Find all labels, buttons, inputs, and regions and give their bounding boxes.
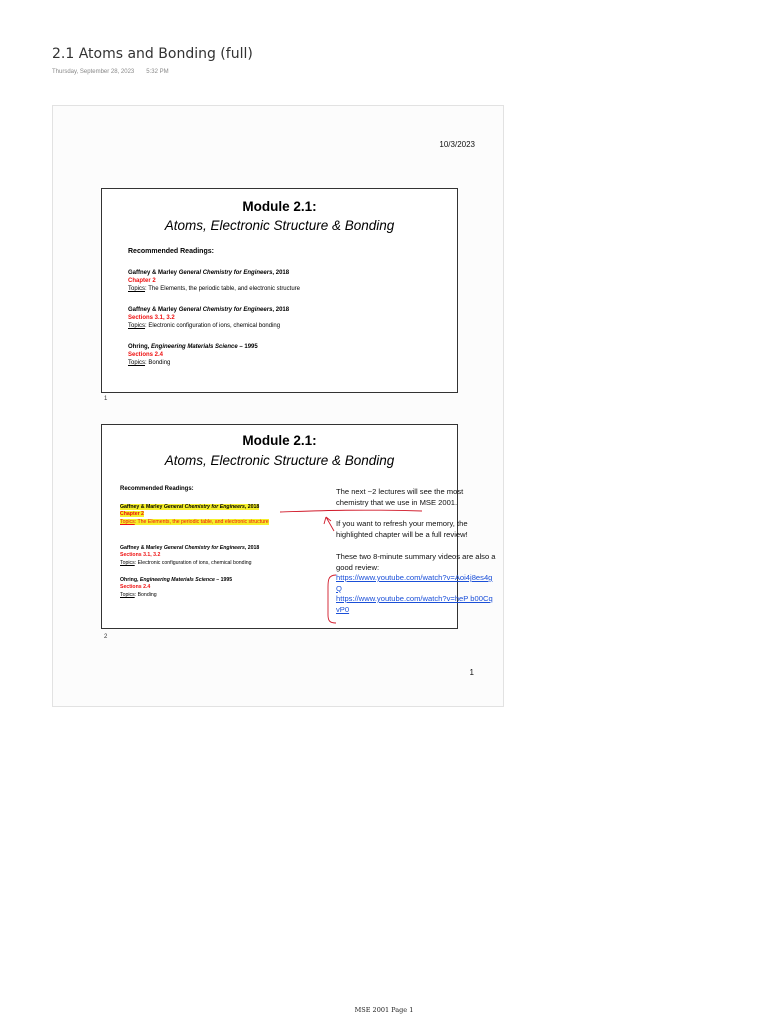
slide-1-title-line2: Atoms, Electronic Structure & Bonding bbox=[164, 218, 395, 233]
ref-section: Sections 3.1, 3.2 bbox=[120, 552, 161, 559]
page-footer: MSE 2001 Page 1 bbox=[354, 1006, 414, 1014]
video-link-1[interactable]: https://www.youtube.com/watch?v=Aoi4j8es4gQ bbox=[336, 573, 493, 593]
slide-2-number: 2 bbox=[104, 634, 108, 640]
ref-book: General Chemistry for Engineers bbox=[178, 270, 273, 276]
slide-1-ref-1 bbox=[128, 269, 448, 293]
ref-topics: : Electronic configuration of ions, chemical bonding bbox=[145, 323, 281, 329]
ref-section: Sections 3.1, 3.2 bbox=[128, 315, 175, 321]
note-videos bbox=[336, 552, 496, 615]
page-time: 5:32 PM bbox=[146, 69, 169, 75]
ref-author: Gaffney & Marley bbox=[128, 307, 178, 313]
ref-year: , 2018 bbox=[272, 270, 290, 276]
slide-1-title-line1: Module 2.1: bbox=[242, 199, 317, 214]
page-date: Thursday, September 28, 2023 bbox=[52, 69, 135, 75]
slide-2-title-line2: Atoms, Electronic Structure & Bonding bbox=[164, 453, 395, 468]
slide-1-ref-2 bbox=[128, 306, 448, 330]
ref-section: Chapter 2 bbox=[128, 278, 156, 284]
slide-2-ref-2 bbox=[120, 545, 290, 567]
ref-topics-label: Topics bbox=[120, 518, 135, 525]
document-page bbox=[52, 105, 504, 707]
ref-section: Sections 2.4 bbox=[128, 352, 164, 358]
slide-1-number: 1 bbox=[104, 396, 108, 402]
slide-2-readings-heading: Recommended Readings: bbox=[120, 486, 194, 492]
note-videos-text: These two 8-minute summary videos are also a good review: bbox=[336, 552, 496, 572]
slide-2-ref-3 bbox=[120, 577, 290, 599]
ref-topics: : Bonding bbox=[134, 591, 157, 598]
ref-topics-label: Topics bbox=[128, 286, 146, 292]
ref-year: – 1995 bbox=[237, 344, 258, 350]
video-link-2[interactable]: https://www.youtube.com/watch?v=heP b00CqvP0 bbox=[336, 594, 493, 614]
ref-year: – 1995 bbox=[214, 577, 233, 583]
ref-section: Sections 2.4 bbox=[120, 584, 151, 591]
ref-topics-label: Topics bbox=[120, 591, 135, 598]
slide-1 bbox=[101, 188, 458, 393]
ref-author: Gaffney & Marley bbox=[128, 270, 178, 276]
page-title: 2.1 Atoms and Bonding (full) bbox=[52, 46, 253, 62]
ink-underline bbox=[280, 510, 422, 512]
slide-2-ref-1 bbox=[120, 504, 280, 526]
document-page-number: 1 bbox=[469, 668, 474, 677]
ref-book: General Chemistry for Engineers bbox=[163, 504, 245, 510]
page-meta bbox=[52, 69, 169, 75]
slide-2 bbox=[101, 424, 496, 629]
ref-author: Ohring, bbox=[120, 577, 140, 583]
ref-book: Engineering Materials Science bbox=[139, 577, 215, 583]
note-intro: The next ~2 lectures will see the most chemistry that we use in MSE 2001. bbox=[336, 487, 464, 507]
ref-topics-label: Topics bbox=[128, 360, 146, 366]
ref-section: Chapter 2 bbox=[120, 511, 144, 518]
ref-author: Gaffney & Marley bbox=[120, 504, 163, 510]
ref-book: Engineering Materials Science bbox=[151, 344, 238, 350]
slide-1-readings-heading: Recommended Readings: bbox=[128, 248, 214, 255]
slide-1-ref-3 bbox=[128, 343, 448, 367]
document-date: 10/3/2023 bbox=[439, 140, 475, 149]
ref-author: Ohring, bbox=[128, 344, 151, 350]
note-refresh: If you want to refresh your memory, the highlighted chapter will be a full review! bbox=[336, 519, 468, 539]
ref-year: , 2018 bbox=[244, 504, 260, 510]
ref-topics-label: Topics bbox=[128, 323, 146, 329]
ref-topics: : Bonding bbox=[145, 360, 171, 366]
ref-topics-label: Topics bbox=[120, 559, 135, 566]
ref-author: Gaffney & Marley bbox=[120, 545, 163, 551]
ref-topics: : The Elements, the periodic table, and electronic structure bbox=[134, 518, 269, 525]
ref-year: , 2018 bbox=[272, 307, 290, 313]
ref-topics: : The Elements, the periodic table, and electronic structure bbox=[145, 286, 300, 292]
ref-book: General Chemistry for Engineers bbox=[178, 307, 273, 313]
ink-bracket bbox=[328, 575, 336, 623]
ink-arrow bbox=[324, 517, 334, 531]
ref-book: General Chemistry for Engineers bbox=[163, 545, 245, 551]
ref-year: , 2018 bbox=[244, 545, 260, 551]
ref-topics: : Electronic configuration of ions, chemical bonding bbox=[134, 559, 252, 566]
slide-2-title-line1: Module 2.1: bbox=[242, 433, 317, 448]
